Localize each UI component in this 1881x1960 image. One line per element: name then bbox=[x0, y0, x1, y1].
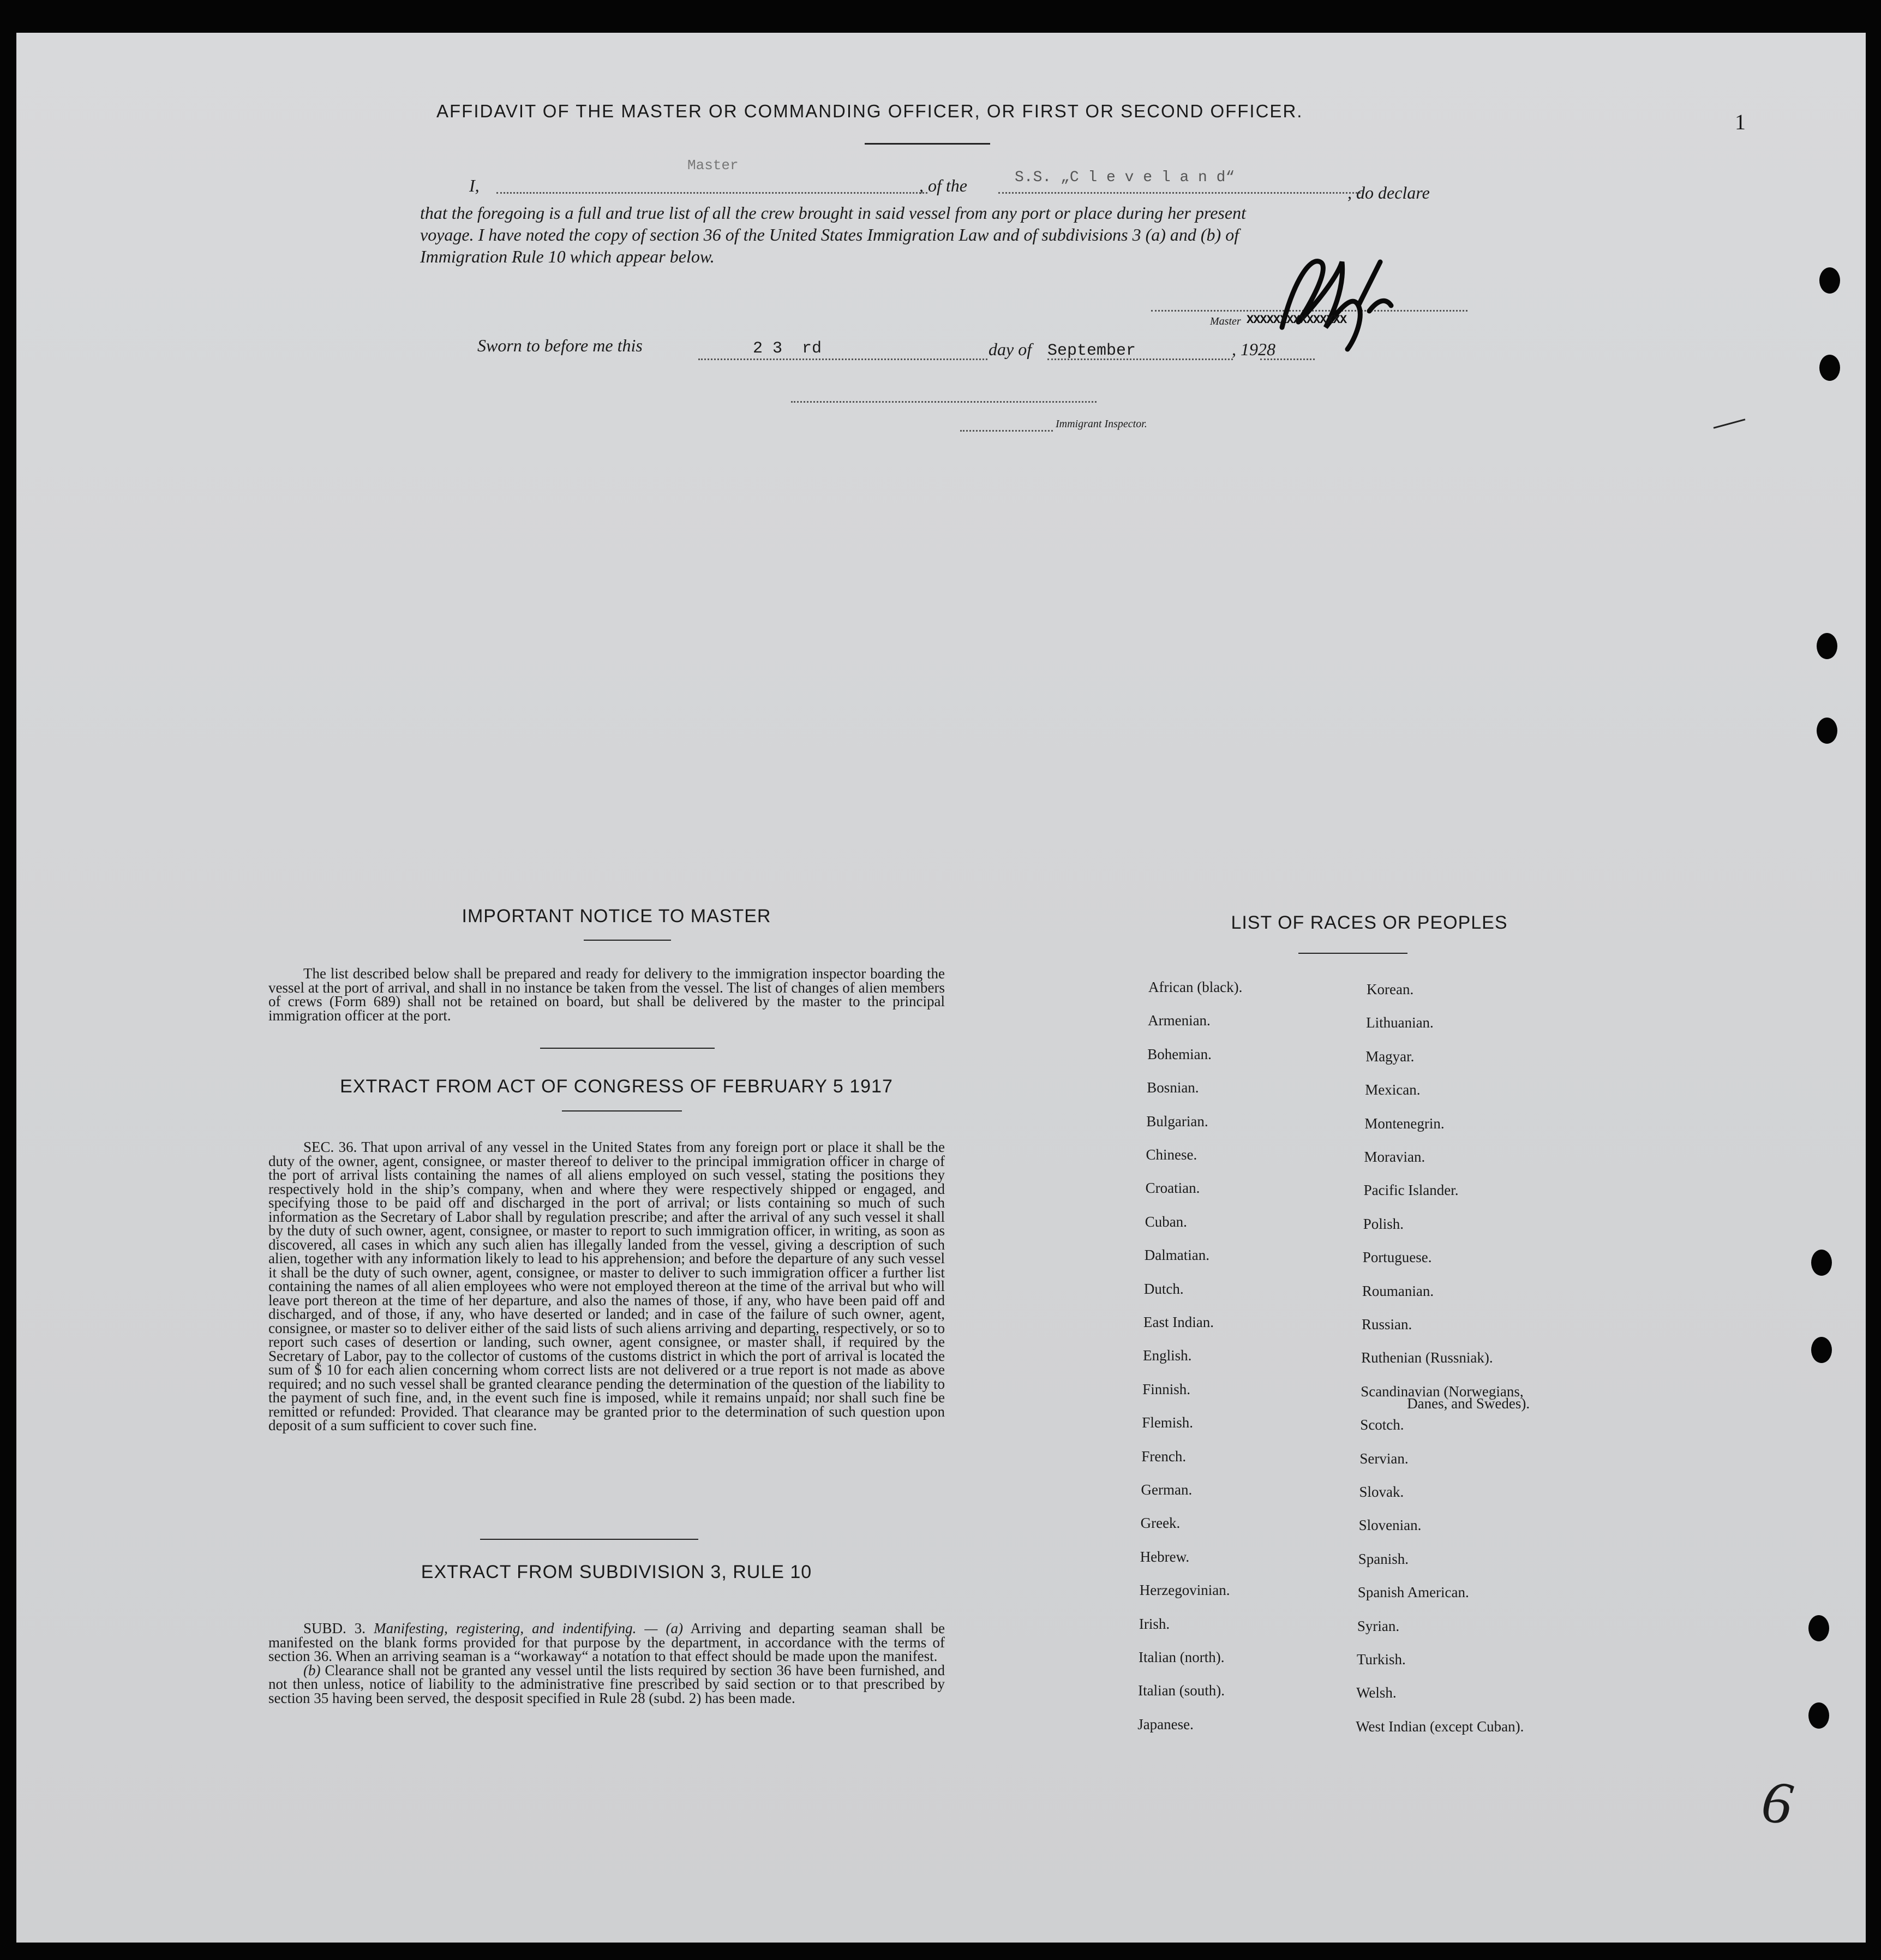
do-declare-label: , do declare bbox=[1347, 183, 1430, 202]
race-item: Roumanian. bbox=[1362, 1282, 1434, 1299]
race-item: Polish. bbox=[1363, 1215, 1404, 1232]
race-item: Armenian. bbox=[1148, 1012, 1211, 1029]
race-item: Servian. bbox=[1359, 1450, 1409, 1467]
subd-b-prefix: (b) bbox=[303, 1662, 321, 1678]
notice-divider bbox=[540, 1048, 715, 1049]
rule-text bbox=[268, 1622, 945, 1705]
race-item: Scandinavian (Norwegians, bbox=[1361, 1383, 1524, 1400]
affidavit-line-1: that the foregoing is a full and true list of all the crew brought in said vessel from any port or place during her present bbox=[420, 203, 1246, 223]
race-item: Pacific Islander. bbox=[1363, 1182, 1459, 1199]
act-heading-rule bbox=[562, 1110, 682, 1112]
race-item: Montenegrin. bbox=[1364, 1115, 1445, 1132]
i-label: I, bbox=[469, 176, 480, 195]
race-item: West Indian (except Cuban). bbox=[1356, 1718, 1524, 1735]
races-heading-rule bbox=[1298, 953, 1407, 954]
day-line bbox=[698, 358, 987, 360]
race-item: Turkish. bbox=[1357, 1651, 1406, 1668]
act-paragraph: SEC. 36. That upon arrival of any vessel in the United States from any foreign port or place it shall be the duty of the owner, agent, consignee, or master thereof to deliver to the principal immigration officer in charge of the port of arrival lists containing the names of all aliens employed on such vessel, stating the positions they respectively hold in the ship’s company, when and where they were respectively shipped or engaged, and specifying those to be paid off and discharged in the port of arrival; or lists containing so much of such information as the Secretary of Labor shall by regulation prescribe; and after the arrival of any such vessel it shall by the duty of such owner, agent, consignee, or master to report to such immigration officer, in writing, as soon as discovered, all cases in which any such alien has illegally landed from the vessel, giving a description of such alien, together with any information likely to lead to his apprehension; and before the departure of any such vessel it shall be the duty of such owner, agent, consignee, or master to deliver to such immigration officer a further list containing the names of all alien employees who were not employed thereon at the time of the arrival but who will leave port thereon at the time of her departure, and also the names of those, if any, who have been paid off and discharged, and of those, if any, who have deserted or landed; and in case of the failure of such owner, agent, consignee, or master so to deliver either of the said lists of such aliens arriving and departing, respectively, or so to report such cases of desertion or landing, such owner, agent consignee, or master shall, if required by the Secretary of Labor, pay to the collector of customs of the customs district in which the port of arrival is located the sum of $ 10 for each alien concerning whom correct lists are not delivered or a true report is not made as above required; and no such vessel shall be granted clearance pending the determination of the question of the liability to the payment of such fine, and, in the event such fine is imposed, while it remains unpaid; nor shall such fine be remitted or refunded: Provided. That clearance may be granted prior to the determination of such question upon deposit of a sum sufficient to cover such fine. bbox=[268, 1139, 945, 1433]
subd-a-paragraph bbox=[268, 1622, 945, 1664]
punch-hole bbox=[1819, 267, 1840, 294]
act-text bbox=[268, 1140, 945, 1433]
punch-hole bbox=[1808, 1615, 1829, 1641]
struck-title: XXXXXXXXXXXXXXX bbox=[1247, 313, 1347, 327]
subd-a-prefix: SUBD. 3. bbox=[303, 1620, 366, 1636]
race-item: African (black). bbox=[1148, 979, 1243, 995]
title-underline bbox=[865, 143, 990, 145]
race-item: Chinese. bbox=[1146, 1146, 1197, 1163]
master-signature bbox=[1260, 240, 1402, 360]
act-divider bbox=[480, 1539, 698, 1540]
race-item: Spanish. bbox=[1358, 1550, 1409, 1567]
race-item: Russian. bbox=[1362, 1316, 1412, 1332]
race-item: Danes, and Swedes). bbox=[1407, 1395, 1530, 1412]
punch-hole bbox=[1817, 718, 1837, 744]
subd-a-title: Manifesting, registering, and indentifying. — (a) bbox=[374, 1620, 683, 1636]
notice-heading-rule bbox=[584, 940, 671, 941]
races-heading: LIST OF RACES OR PEOPLES bbox=[1231, 912, 1508, 933]
race-item: Slovenian. bbox=[1358, 1517, 1422, 1534]
handwritten-page-number: 6 bbox=[1757, 1767, 1797, 1838]
race-item: Dalmatian. bbox=[1144, 1247, 1210, 1264]
race-item: Scotch. bbox=[1360, 1417, 1404, 1433]
race-item: Cuban. bbox=[1145, 1213, 1187, 1230]
race-item: Flemish. bbox=[1142, 1414, 1194, 1431]
race-item: East Indian. bbox=[1143, 1314, 1214, 1330]
punch-hole bbox=[1811, 1337, 1832, 1363]
of-the-label: , of the bbox=[919, 176, 967, 195]
race-item: Irish. bbox=[1139, 1615, 1170, 1632]
race-item: Ruthenian (Russniak). bbox=[1361, 1349, 1493, 1366]
race-item: Hebrew. bbox=[1140, 1548, 1190, 1565]
race-item: Korean. bbox=[1367, 981, 1414, 997]
rule-heading: EXTRACT FROM SUBDIVISION 3, RULE 10 bbox=[421, 1562, 812, 1582]
race-item: Moravian. bbox=[1364, 1149, 1425, 1165]
race-item: Syrian. bbox=[1357, 1617, 1400, 1634]
vessel-line bbox=[998, 192, 1364, 194]
race-item: Japanese. bbox=[1137, 1716, 1194, 1732]
punch-hole bbox=[1817, 633, 1837, 659]
page-mark: 1 bbox=[1735, 110, 1746, 134]
inspector-label: Immigrant Inspector. bbox=[1056, 418, 1147, 430]
inspector-signature-line bbox=[791, 401, 1097, 403]
race-item: Dutch. bbox=[1143, 1280, 1184, 1297]
race-item: Portuguese. bbox=[1362, 1249, 1432, 1266]
race-item: Magyar. bbox=[1365, 1048, 1415, 1065]
notice-heading: IMPORTANT NOTICE TO MASTER bbox=[462, 906, 771, 927]
race-item: Herzegovinian. bbox=[1139, 1582, 1230, 1599]
race-item: Greek. bbox=[1140, 1515, 1181, 1532]
rank-line bbox=[496, 192, 927, 194]
month-filled: September bbox=[1047, 342, 1136, 360]
rank-filled: Master bbox=[687, 157, 739, 174]
affidavit-line-2: voyage. I have noted the copy of section 36 of the United States Immigration Law and of subdivisions 3 (a) and (b) of bbox=[420, 225, 1239, 244]
sworn-label: Sworn to before me this bbox=[477, 336, 643, 355]
race-item: French. bbox=[1141, 1448, 1187, 1465]
race-item: Bulgarian. bbox=[1146, 1113, 1208, 1130]
race-item: Italian (north). bbox=[1139, 1649, 1225, 1665]
inspector-label-line bbox=[960, 430, 1053, 432]
vessel-filled: S.S. „C l e v e l a n d“ bbox=[1015, 169, 1235, 186]
year-line bbox=[1260, 358, 1315, 360]
affidavit-title: AFFIDAVIT OF THE MASTER OR COMMANDING OFFICER, OR FIRST OR SECOND OFFICER. bbox=[436, 101, 1303, 121]
race-item: Slovak. bbox=[1359, 1484, 1404, 1500]
act-heading: EXTRACT FROM ACT OF CONGRESS OF FEBRUARY 5 1917 bbox=[340, 1076, 893, 1097]
subd-a-text: Arriving and departing seaman shall be manifested on the blank forms provided for that purpose by the department, in accordance with the terms of section 36. When an arriving seaman is a “workaway“ a notation to that effect should be made upon the manifest. bbox=[268, 1620, 945, 1664]
year-label: , 1928 bbox=[1232, 339, 1275, 359]
punch-hole bbox=[1808, 1702, 1829, 1729]
document-sheet bbox=[16, 33, 1866, 1943]
race-item: Mexican. bbox=[1365, 1081, 1421, 1098]
punch-hole bbox=[1819, 355, 1840, 381]
race-item: Finnish. bbox=[1142, 1381, 1190, 1397]
race-item: Bosnian. bbox=[1147, 1079, 1199, 1096]
day-of-label: day of bbox=[989, 339, 1032, 359]
race-item: English. bbox=[1143, 1347, 1192, 1364]
race-item: Lithuanian. bbox=[1366, 1014, 1434, 1031]
punch-hole bbox=[1811, 1250, 1832, 1276]
race-item: Croatian. bbox=[1145, 1180, 1200, 1197]
subd-b-paragraph bbox=[268, 1664, 945, 1706]
notice-text bbox=[268, 967, 945, 1023]
race-item: Welsh. bbox=[1356, 1684, 1397, 1701]
race-item: German. bbox=[1141, 1481, 1193, 1498]
master-label: Master bbox=[1210, 315, 1241, 327]
race-item: Spanish American. bbox=[1357, 1584, 1469, 1601]
pencil-stroke bbox=[1714, 419, 1746, 428]
race-item: Bohemian. bbox=[1147, 1045, 1212, 1062]
affidavit-line-3: Immigration Rule 10 which appear below. bbox=[420, 247, 715, 266]
notice-paragraph: The list described below shall be prepared and ready for delivery to the immigration inspector boarding the vessel at the port of arrival, and shall in no instance be taken from the vessel. The list of changes of alien members of crews (Form 689) shall not be retained on board, but shall be delivered by the master to the principal immigration officer at the port. bbox=[268, 965, 945, 1024]
race-item: Italian (south). bbox=[1138, 1682, 1225, 1699]
day-filled: 2 3 rd bbox=[753, 339, 822, 358]
subd-b-text: Clearance shall not be granted any vessel until the lists required by section 36 have been furnished, and not then unless, notice of liability to the administrative fine prescribed by said section or to that prescribed by section 35 having been served, the desposit specified in Rule 28 (subd. 2) has been made. bbox=[268, 1662, 945, 1706]
